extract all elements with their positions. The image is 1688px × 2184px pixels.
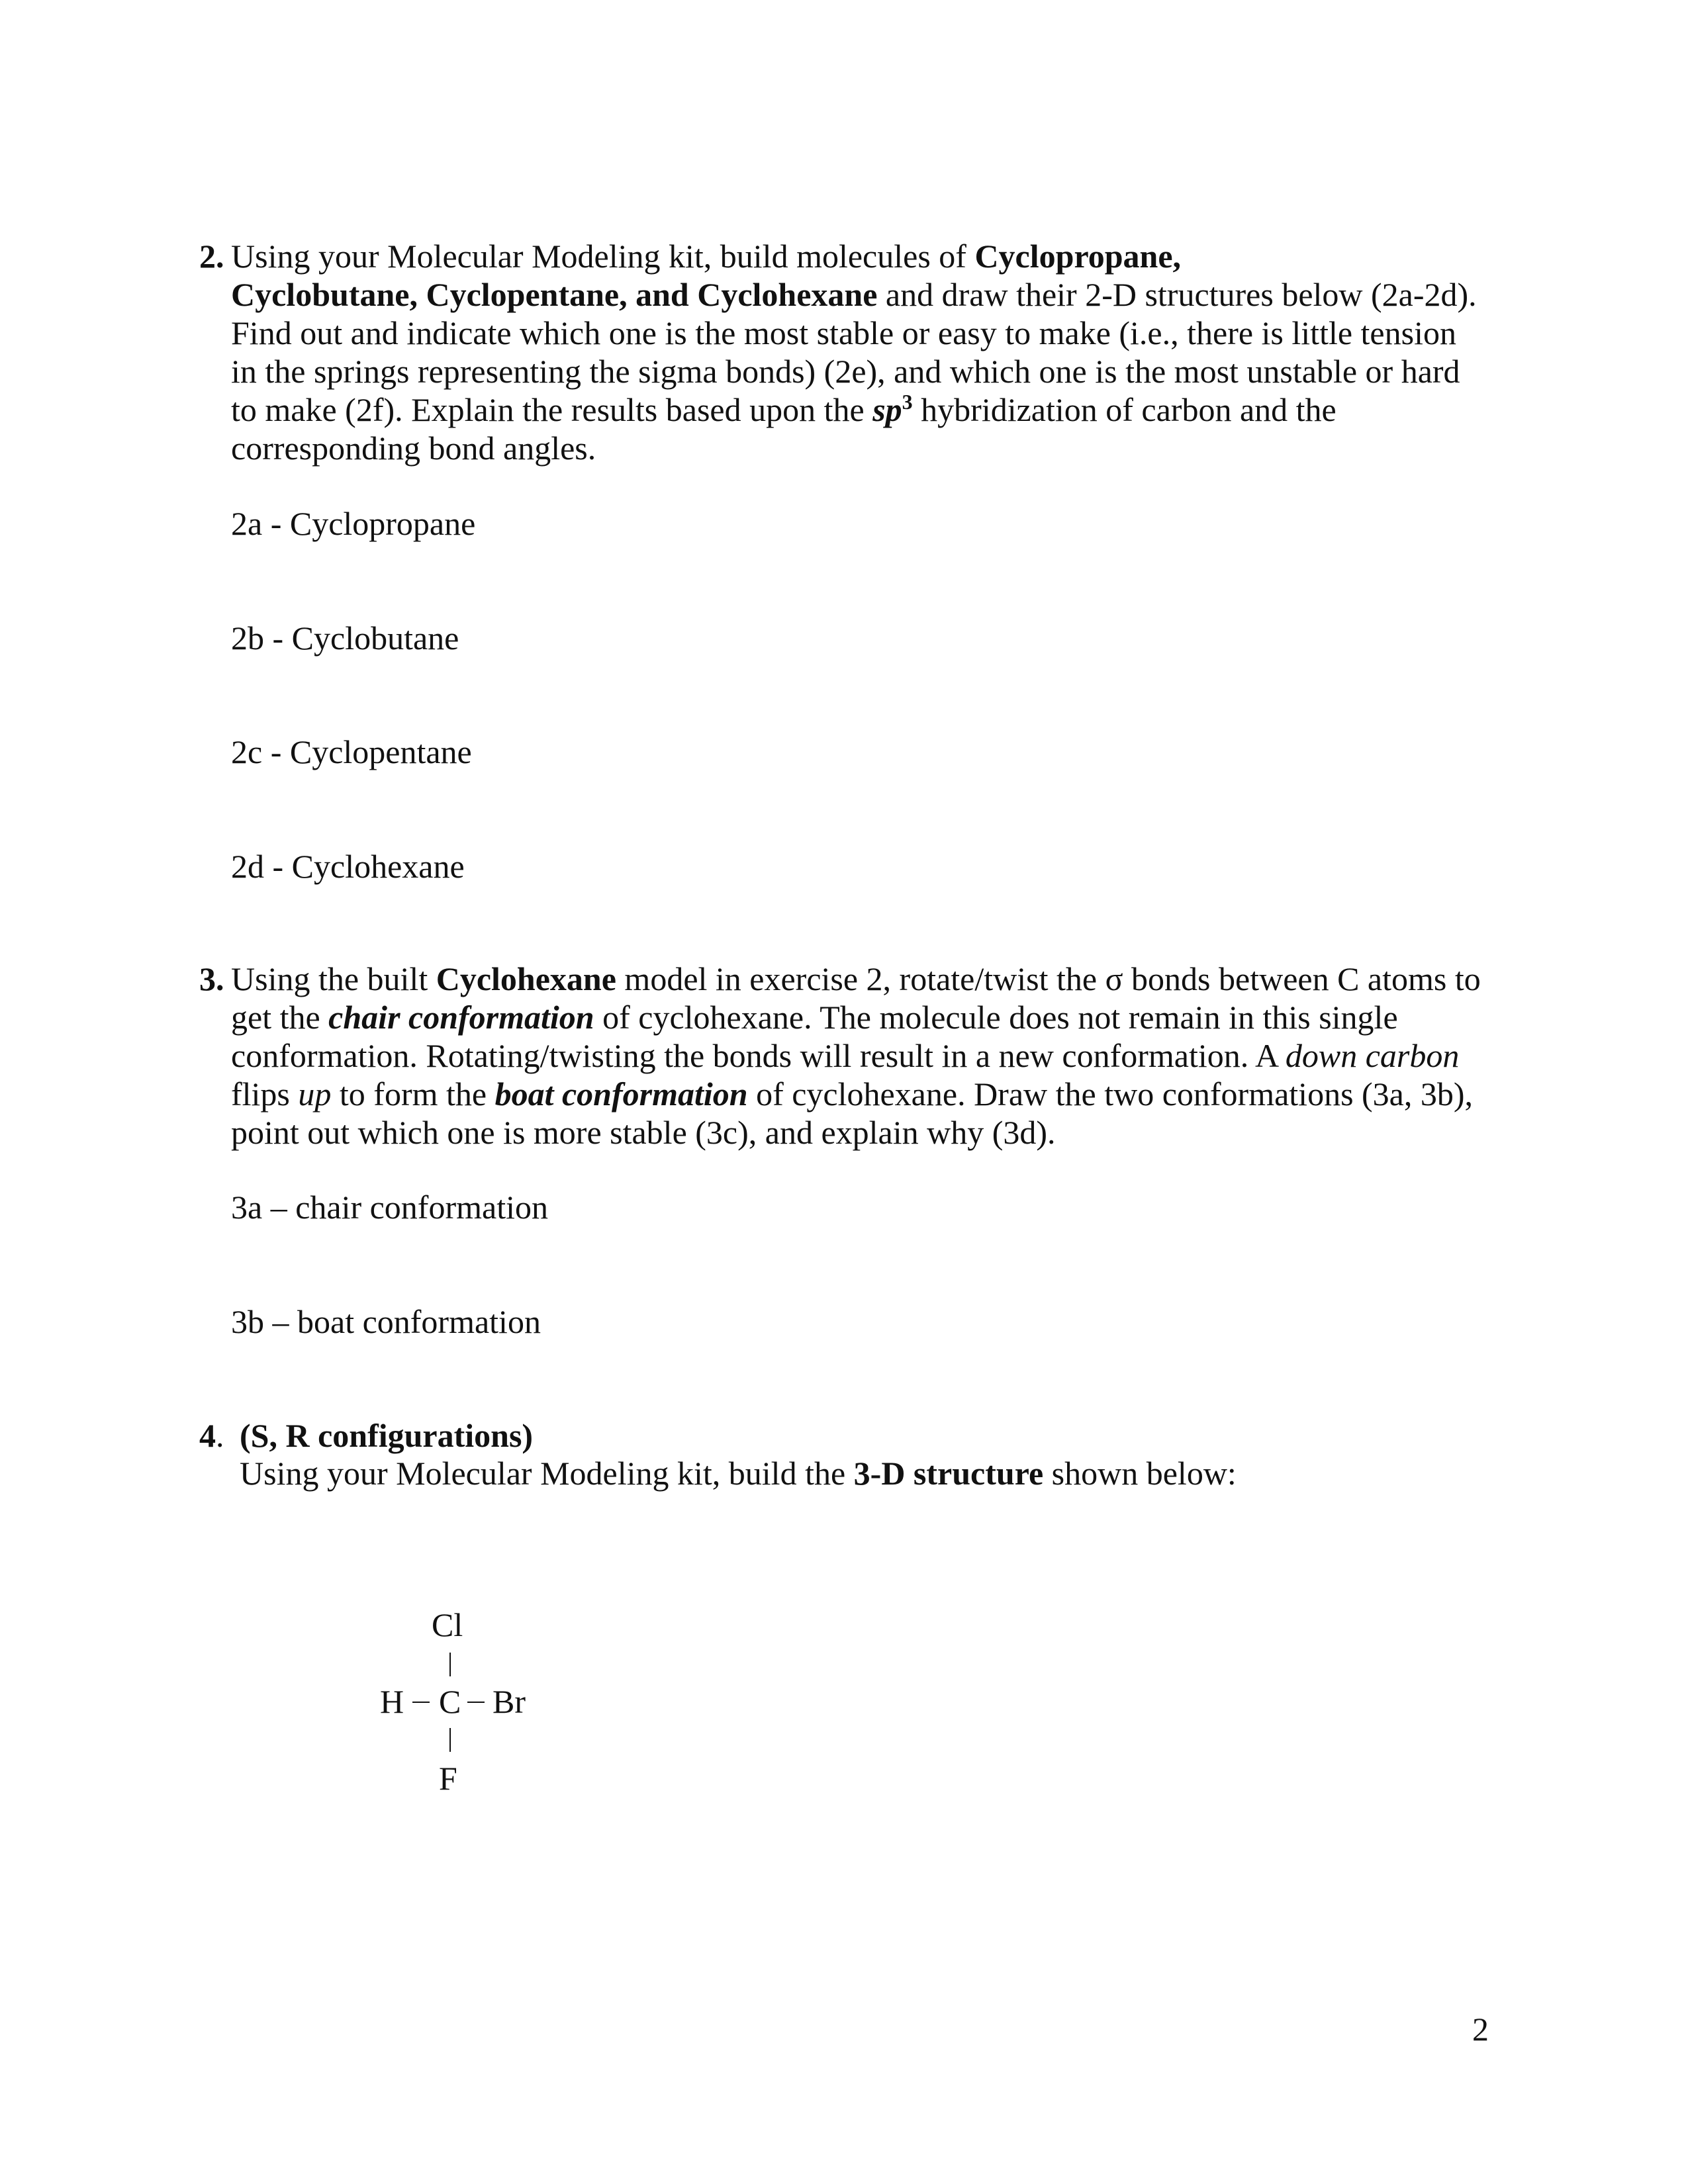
text: get the bbox=[231, 999, 329, 1036]
page-number: 2 bbox=[1472, 2011, 1489, 2048]
q3-line-4 bbox=[231, 1075, 1473, 1113]
answer-label-2b: 2b - Cyclobutane bbox=[231, 619, 459, 657]
answer-label-3b: 3b – boat conformation bbox=[231, 1303, 541, 1340]
term-sp: sp bbox=[872, 391, 902, 428]
q2-line-6: corresponding bond angles. bbox=[231, 430, 596, 467]
question-number: 2. bbox=[199, 238, 224, 275]
q3-line-3 bbox=[231, 1036, 1459, 1075]
terms: Cyclobutane, Cyclopentane, and Cyclohexane bbox=[231, 276, 878, 313]
q2-line-1 bbox=[231, 237, 1181, 275]
term-3d-structure: 3-D structure bbox=[853, 1455, 1044, 1492]
dot: . bbox=[216, 1417, 224, 1454]
q2-line-3: Find out and indicate which one is the most stable or easy to make (i.e., there is little tension bbox=[231, 314, 1456, 351]
term-down-carbon: down carbon bbox=[1285, 1037, 1460, 1074]
q3-line-2 bbox=[231, 998, 1398, 1036]
term-chair-conformation: chair conformation bbox=[328, 999, 594, 1036]
text: of cyclohexane. Draw the two conformations (3a, 3b), bbox=[747, 1075, 1474, 1113]
q4-title: (S, R configurations) bbox=[240, 1417, 534, 1454]
q3-line-5: point out which one is more stable (3c), and explain why (3d). bbox=[231, 1114, 1056, 1151]
text: to make (2f). Explain the results based upon the bbox=[231, 391, 873, 428]
text: shown below: bbox=[1043, 1455, 1237, 1492]
text: hybridization of carbon and the bbox=[912, 391, 1336, 428]
answer-label-2d: 2d - Cyclohexane bbox=[231, 848, 465, 885]
term-up: up bbox=[298, 1075, 332, 1113]
number: 4 bbox=[199, 1417, 216, 1454]
text: Using the built bbox=[231, 960, 436, 997]
q3-line-1 bbox=[231, 960, 1481, 998]
bond-left bbox=[412, 1702, 430, 1703]
text: Using your Molecular Modeling kit, build molecules of bbox=[231, 238, 975, 275]
text: to form the bbox=[331, 1075, 495, 1113]
question-number: 3. bbox=[199, 960, 224, 997]
text: model in exercise 2, rotate/twist the σ bonds between C atoms to bbox=[616, 960, 1481, 997]
term-boat-conformation: boat conformation bbox=[494, 1075, 748, 1113]
text: flips bbox=[231, 1075, 299, 1113]
question-number bbox=[199, 1416, 224, 1455]
bond-bottom bbox=[449, 1728, 451, 1752]
answer-label-2a: 2a - Cyclopropane bbox=[231, 505, 476, 542]
q4-line-1 bbox=[240, 1454, 1237, 1492]
atom-h: H bbox=[380, 1683, 404, 1720]
atom-c: C bbox=[439, 1683, 461, 1720]
atom-f: F bbox=[439, 1760, 457, 1797]
bond-top bbox=[449, 1653, 451, 1676]
bond-right bbox=[467, 1702, 485, 1703]
q2-line-5 bbox=[231, 390, 1336, 429]
superscript: 3 bbox=[902, 390, 913, 414]
text: and draw their 2-D structures below (2a-2d). bbox=[877, 276, 1477, 313]
term-cyclohexane: Cyclohexane bbox=[436, 960, 616, 997]
text: Using your Molecular Modeling kit, build the bbox=[240, 1455, 854, 1492]
text: of cyclohexane. The molecule does not remain in this single bbox=[594, 999, 1398, 1036]
answer-label-3a: 3a – chair conformation bbox=[231, 1189, 548, 1226]
atom-cl: Cl bbox=[432, 1606, 463, 1643]
atom-br: Br bbox=[492, 1683, 526, 1720]
text: conformation. Rotating/twisting the bonds will result in a new conformation. A bbox=[231, 1037, 1286, 1074]
q2-line-4: in the springs representing the sigma bonds) (2e), and which one is the most unstable or hard bbox=[231, 353, 1460, 390]
term-cyclopropane: Cyclopropane, bbox=[974, 238, 1182, 275]
answer-label-2c: 2c - Cyclopentane bbox=[231, 733, 472, 770]
q2-line-2 bbox=[231, 275, 1477, 314]
